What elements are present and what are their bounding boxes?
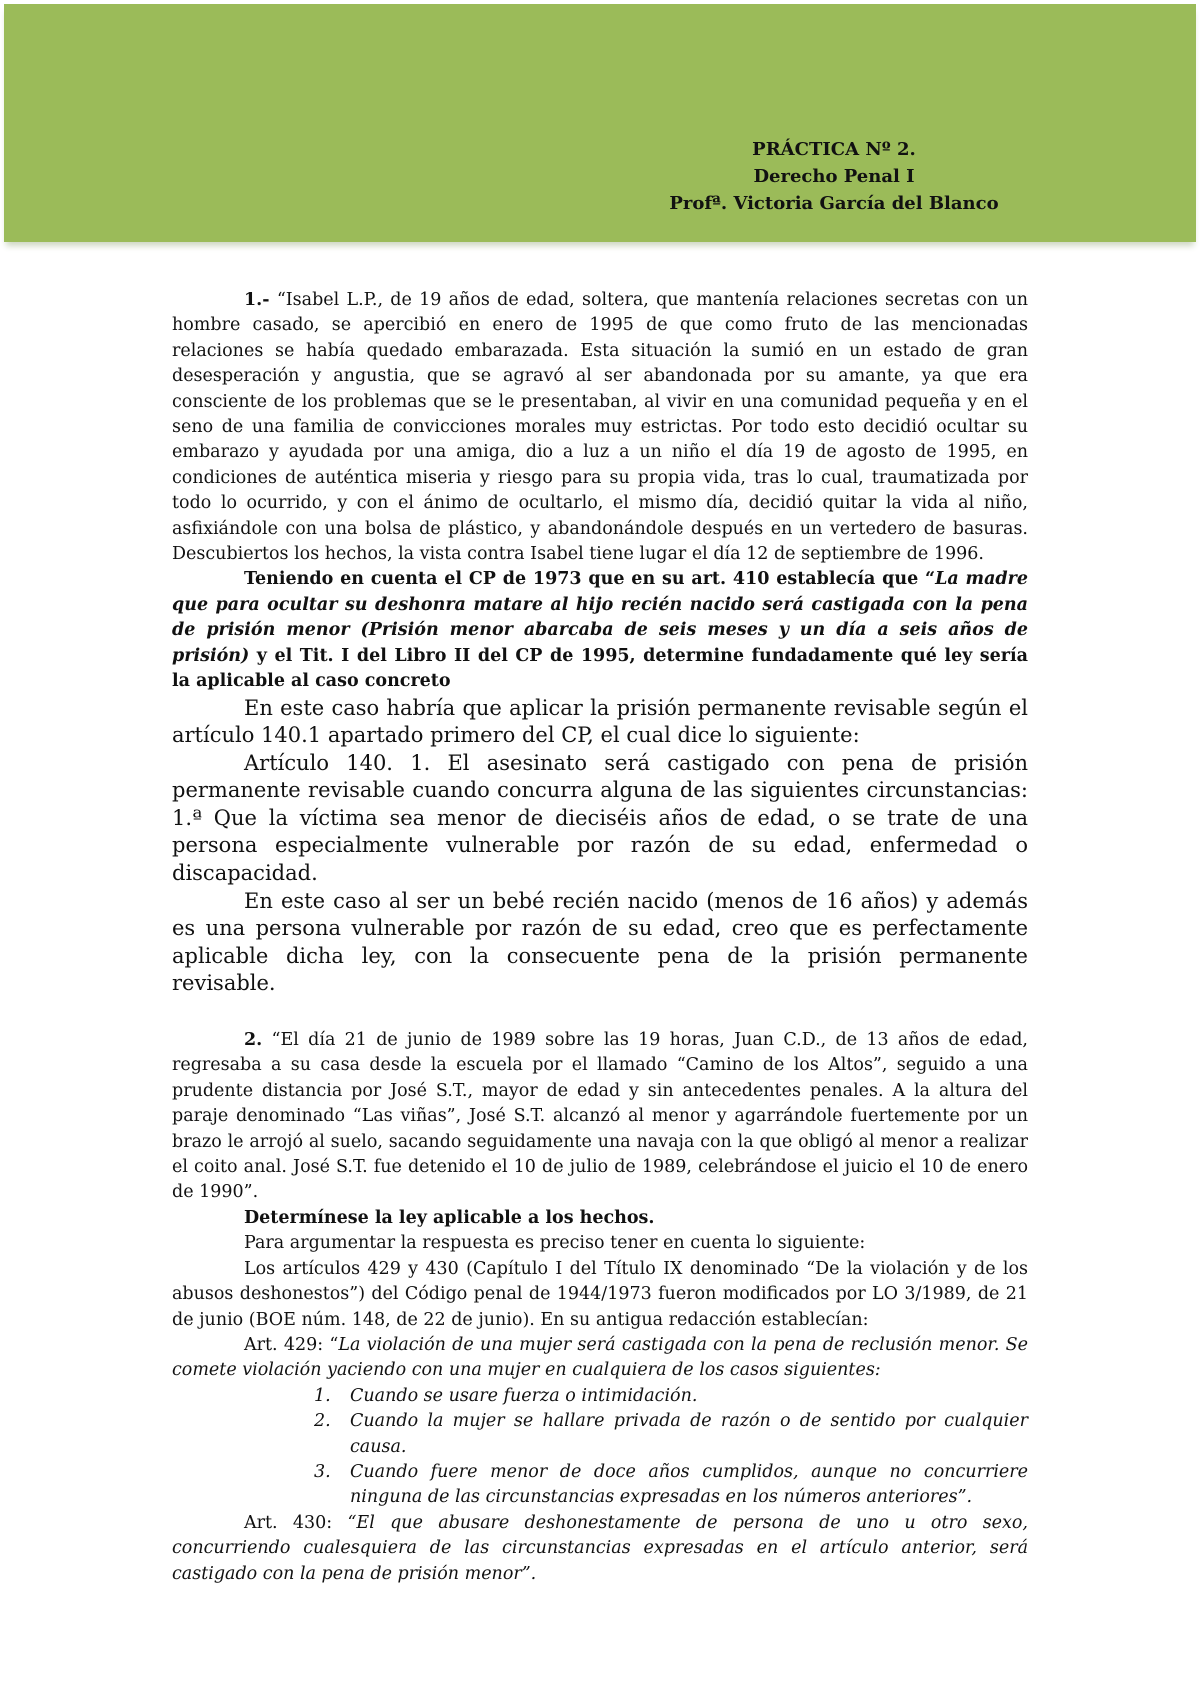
list-item-number: 1.	[314, 1385, 331, 1406]
case1-question-quote: La madre que para ocultar su deshonra matare al hijo recién nacido será castigada con la pena de prisión menor (Prisión menor abarcaba de seis meses y un día a seis años de prisión)	[172, 569, 1028, 666]
art429-paragraph	[172, 1333, 1028, 1384]
list-item-number: 3.	[314, 1461, 331, 1482]
case2-statement	[172, 1028, 1028, 1206]
case1-question	[172, 567, 1028, 694]
case2-text: “El día 21 de junio de 1989 sobre las 19 horas, Juan C.D., de 13 años de edad, regresaba a su casa desde la escuela por el llamado “Camino de los Altos”, seguido a una prudente distancia por José S.T., mayor de edad y sin antecedentes penales. A la altura del paraje denominado “Las viñas”, José S.T. alcanzó al menor y agarrándole fuertemente por un brazo le arrojó al suelo, sacando seguidamente una navaja con la que obligó al menor a realizar el coito anal. José S.T. fue detenido el 10 de julio de 1989, celebrándose el juicio el 10 de enero de 1990”.	[172, 1030, 1028, 1203]
case1-answer-paragraph-1: En este caso habría que aplicar la prisión permanente revisable según el artículo 140.1 apartado primero del CP, el cual dice lo siguiente:	[172, 695, 1028, 748]
art430-paragraph	[172, 1511, 1028, 1587]
art430-text: “El que abusare deshonestamente de persona de uno u otro sexo, concurriendo cualesquiera de las circunstancias expresadas en el artículo anterior, será castigado con la pena de prisión menor”.	[172, 1512, 1028, 1584]
list-item-text: Cuando se usare fuerza o intimidación.	[350, 1385, 698, 1406]
art430-label: Art. 430:	[244, 1512, 348, 1533]
case1-question-part-b: y el Tit. I del Libro II del CP de 1995, determine fundadamente qué ley sería la aplicable al caso concreto	[172, 645, 1028, 692]
art429-text: La violación de una mujer será castigada con la pena de reclusión menor. Se comete violación yaciendo con una mujer en cualquiera de los casos siguientes:	[172, 1334, 1029, 1381]
case1-question-part-a: Teniendo en cuenta el CP de 1973 que en su art. 410 establecía que “	[244, 569, 936, 590]
case2-number: 2.	[244, 1030, 263, 1051]
case1-answer-paragraph-2: Artículo 140. 1. El asesinato será castigado con pena de prisión permanente revisable cuando concurra alguna de las siguientes circunstancias: 1.ª Que la víctima sea menor de dieciséis años de edad, o se trate de una persona especialmente vulnerable por razón de su edad, enfermedad o discapacidad.	[172, 750, 1028, 886]
art429-list	[172, 1384, 1028, 1511]
case1-number: 1.-	[244, 290, 270, 310]
art429-label: Art. 429: “	[244, 1334, 339, 1355]
header-banner	[4, 4, 1196, 242]
header-practice-title: PRÁCTICA Nº 2.	[752, 139, 916, 160]
list-item	[172, 1460, 1028, 1511]
list-item	[172, 1409, 1028, 1460]
header-title-block	[564, 136, 1104, 217]
list-item-text: Cuando fuere menor de doce años cumplidos, aunque no concurriere ninguna de las circunstancias expresadas en los números anteriores”.	[350, 1461, 1028, 1508]
list-item	[172, 1384, 1028, 1409]
case1-statement	[172, 288, 1028, 567]
section-spacer	[172, 998, 1028, 1028]
document-body	[172, 288, 1028, 1587]
list-item-text: Cuando la mujer se hallare privada de razón o de sentido por cualquier causa.	[350, 1411, 1028, 1457]
list-item-number: 2.	[314, 1411, 331, 1432]
case1-answer-paragraph-3: En este caso al ser un bebé recién nacido (menos de 16 años) y además es una persona vulnerable por razón de su edad, creo que es perfectamente aplicable dicha ley, con la consecuente pena de la prisión permanente revisable.	[172, 888, 1028, 996]
header-professor: Profª. Victoria García del Blanco	[669, 193, 999, 214]
header-subject: Derecho Penal I	[753, 166, 915, 187]
case2-paragraph-2: Los artículos 429 y 430 (Capítulo I del Título IX denominado “De la violación y de los abusos deshonestos”) del Código penal de 1944/1973 fueron modificados por LO 3/1989, de 21 de junio (BOE núm. 148, de 22 de junio). En su antigua redacción establecían:	[172, 1258, 1028, 1330]
case2-question: Determínese la ley aplicable a los hechos.	[244, 1207, 655, 1228]
case2-paragraph-1: Para argumentar la respuesta es preciso tener en cuenta lo siguiente:	[244, 1233, 866, 1254]
case1-text: “Isabel L.P., de 19 años de edad, soltera, que mantenía relaciones secretas con un hombre casado, se apercibió en enero de 1995 de que como fruto de las mencionadas relaciones se había quedado embarazada. Esta situación la sumió en un estado de gran desesperación y angustia, que se agravó al ser abandonada por su amante, ya que era consciente de los problemas que se le presentaban, al vivir en una comunidad pequeña y en el seno de una familia de convicciones morales muy estrictas. Por todo esto decidió ocultar su embarazo y ayudada por una amiga, dio a luz a un niño el día 19 de agosto de 1995, en condiciones de auténtica miseria y riesgo para su propia vida, tras lo cual, traumatizada por todo lo ocurrido, y con el ánimo de ocultarlo, el mismo día, decidió quitar la vida al niño, asfixiándole con una bolsa de plástico, y abandonándole después en un vertedero de basuras. Descubiertos los hechos, la vista contra Isabel tiene lugar el día 12 de septiembre de 1996.	[172, 290, 1028, 565]
